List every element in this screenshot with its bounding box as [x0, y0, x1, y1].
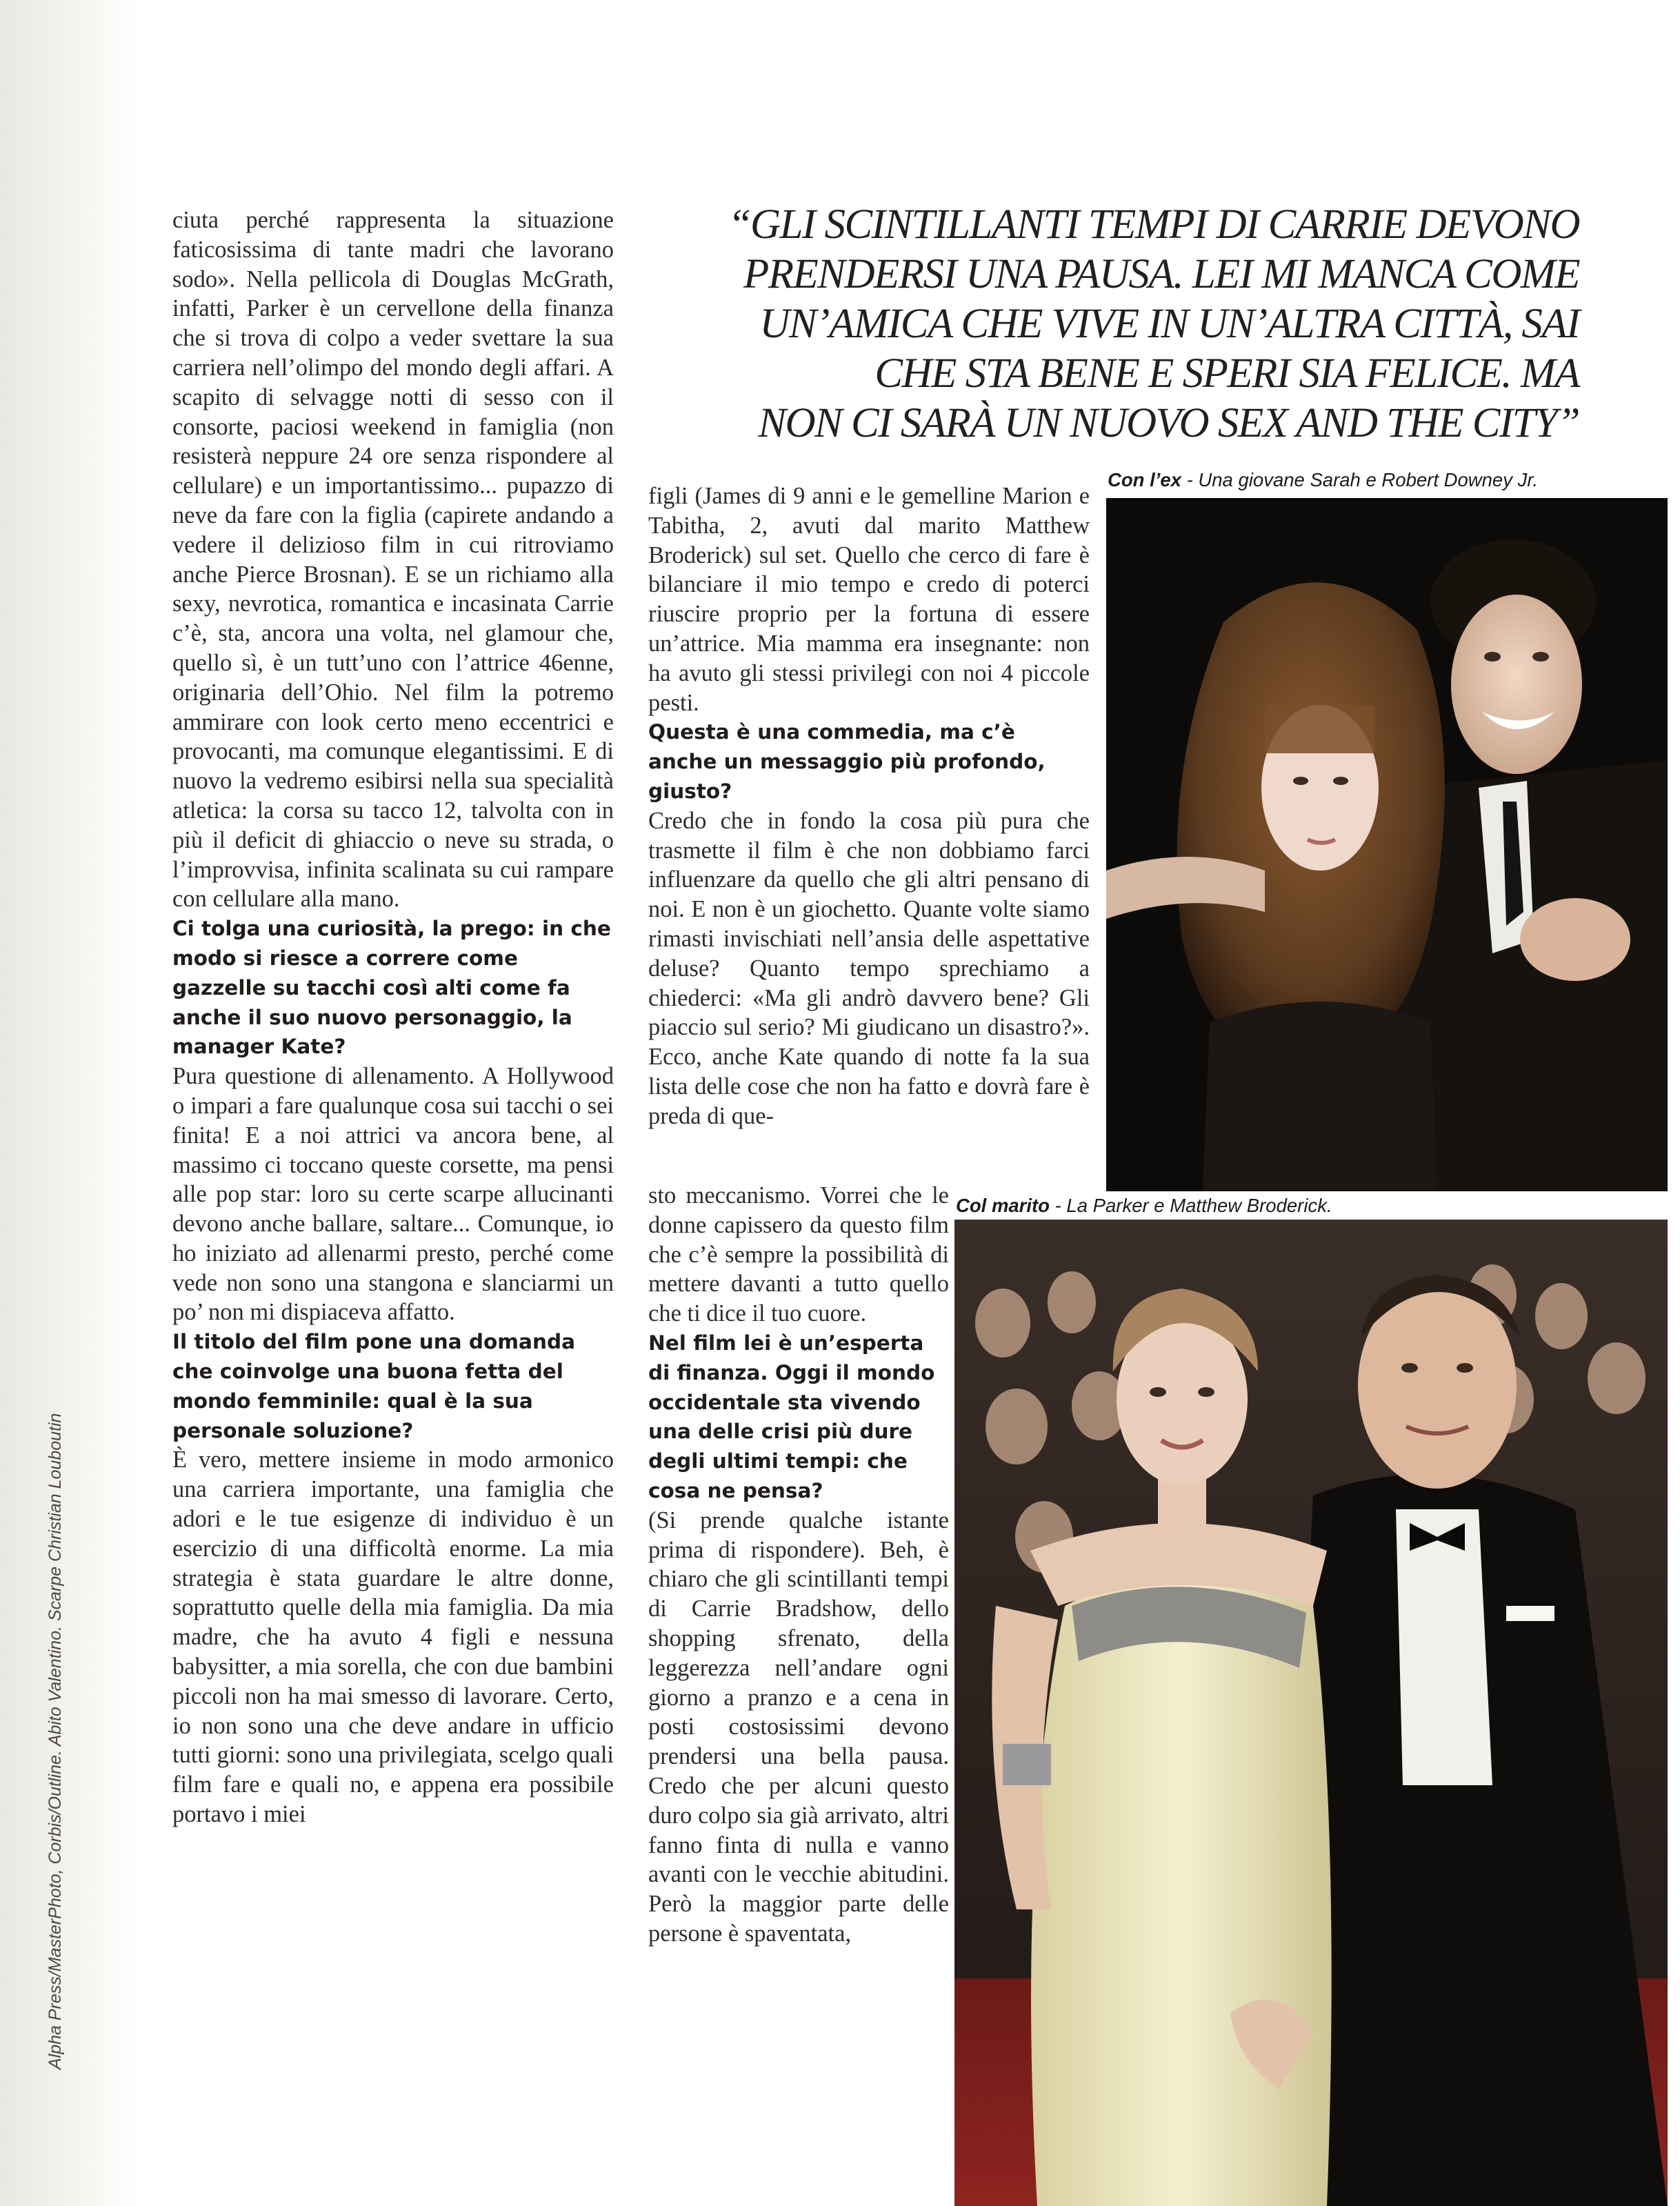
- photo-caption: [1108, 468, 1538, 493]
- pull-quote-line: NON CI SARÀ UN NUOVO SEX AND THE CITY”: [758, 400, 1579, 446]
- body-paragraph: Pura questione di allenamento. A Hollywood o impari a fare qualunque cosa sui tacchi o sei finita! E a noi attrici va ancora bene, al massimo ci toccano queste corsette, ma pensi alle pop star: loro su certe scarpe allucinanti devono anche ballare, saltare... Comunque, io ho iniziato ad allenarmi presto, perché come vede non sono una stangona e slanciarmi un po’ non mi dispiaceva affatto.: [172, 1063, 614, 1326]
- caption-text: - La Parker e Matthew Broderick.: [1049, 1195, 1332, 1216]
- photo-parker-and-broderick: [954, 1220, 1668, 2206]
- pull-quote: [662, 200, 1579, 448]
- body-paragraph: È vero, mettere insieme in modo armonico una carriera importante, una famiglia che adori e le tue esigenze di individuo è un esercizio di una difficoltà enorme. La mia strategia è stata guardare le altre donne, soprattutto quelle della mia famiglia. Da mia madre, che ha avuto 4 figli e nessuna babysitter, a mia sorella, che con due bambini piccoli non ha mai smesso di lavorare. Certo, io non sono una che deve andare in ufficio tutti giorni: sono una privilegiata, scelgo quali film fare e quali no, e appena era possibile portavo i miei: [172, 1447, 614, 1828]
- article-column-2: [648, 481, 1090, 1131]
- interview-question: Nel film lei è un’esperta di finanza. Oggi il mondo occidentale sta vivendo una delle crisi più dure degli ultimi tempi: che cosa ne pensa?: [648, 1331, 935, 1502]
- body-paragraph: ciuta perché rappresenta la situazione faticosissima di tante madri che lavorano sodo». Nella pellicola di Douglas McGrath, infatti, Parker è un cervellone della finanza che si trova di colpo a veder svettare la sua carriera nell’olimpo del mondo degli affari. A scapito di selvagge notti di sesso con il consorte, paciosi weekend in famiglia (non resisterà neppure 24 ore senza rispondere al cellulare) e un importantissimo... pupazzo di neve da fare con la figlia (capirete andando a vedere il delizioso film in cui ritroviamo anche Pierce Brosnan). E se un richiamo alla sexy, nevrotica, romantica e incasinata Carrie c’è, sta, ancora una volta, nel glamour che, quello sì, è un tutt’uno con l’attrice 46enne, originaria dell’Ohio. Nel film la potremo ammirare con look certo meno eccentrici e provocanti, ma comunque elegantissimi. E di nuovo la vedremo esibirsi nella sua specialità atletica: la corsa su tacco 12, talvolta con in più il deficit di ghiaccio o neve su strada, o l’improvvisa, infinita scalinata su cui rampare con cellulare alla mano.: [172, 207, 614, 913]
- article-column-2-narrow: [648, 1181, 949, 1949]
- body-paragraph: figli (James di 9 anni e le gemelline Marion e Tabitha, 2, avuti dal marito Matthew Broderick) sul set. Quello che cerco di fare è bilanciare il mio tempo e credo di poterci riuscire proprio per la fortuna di essere un’attrice. Mia mamma era insegnante: non ha avuto gli stessi privilegi con noi 4 piccole pesti.: [648, 483, 1090, 716]
- photo-illustration: [954, 1220, 1668, 2206]
- photo-caption: [956, 1193, 1332, 1218]
- interview-question: Questa è una commedia, ma c’è anche un messaggio più profondo, giusto?: [648, 720, 1046, 803]
- pull-quote-line: CHE STA BENE E SPERI SIA FELICE. MA: [874, 350, 1579, 397]
- interview-question: Ci tolga una curiosità, la prego: in che modo si riesce a correre come gazzelle su tacchi così alti come fa anche il suo nuovo personaggio, la manager Kate?: [172, 917, 611, 1059]
- caption-label: Col marito: [956, 1195, 1050, 1216]
- caption-label: Con l’ex: [1108, 469, 1181, 490]
- body-paragraph: (Si prende qualche istante prima di rispondere). Beh, è chiaro che gli scintillanti tempi di Carrie Bradshow, dello shopping sfrenato, della leggerezza nell’andare ogni giorno a pranzo e a cena in posti costosissimi devono prendersi una bella pausa. Credo che per alcuni questo duro colpo sia già arrivato, altri fanno finta di nulla e vanno avanti con le vecchie abitudini. Però la maggior parte delle persone è spaventata,: [648, 1507, 949, 1947]
- page-gutter: [0, 0, 138, 2206]
- body-paragraph: Credo che in fondo la cosa più pura che trasmette il film è che non dobbiamo farci influenzare da quello che gli altri pensano di noi. E non è un giochetto. Quante volte siamo rimasti invischiati nell’ansia delle aspettative deluse? Quanto tempo sprechiamo a chiederci: «Ma gli andrò davvero bene? Gli piaccio sul serio? Mi giudicano un disastro?». Ecco, anche Kate quando di notte fa la sua lista delle cose che non ha fatto e dovrà fare è preda di que-: [648, 807, 1090, 1129]
- caption-text: - Una giovane Sarah e Robert Downey Jr.: [1181, 469, 1539, 490]
- photo-illustration: [1106, 498, 1668, 1191]
- interview-question: Il titolo del film pone una domanda che coinvolge una buona fetta del mondo femminile: qual è la sua personale soluzione?: [172, 1330, 575, 1442]
- body-paragraph: sto meccanismo. Vorrei che le donne capissero da questo film che c’è sempre la possibilità di mettere davanti a tutto quello che ti dice il tuo cuore.: [648, 1182, 949, 1327]
- pull-quote-line: PRENDERSI UNA PAUSA. LEI MI MANCA COME: [743, 251, 1579, 297]
- pull-quote-line: “GLI SCINTILLANTI TEMPI DI CARRIE DEVONO: [728, 201, 1579, 248]
- photo-credit: Alpha Press/MasterPhoto, Corbis/Outline. Abito Valentino. Scarpe Christian Louboutin: [46, 1413, 65, 2069]
- photo-sarah-and-downey: [1106, 498, 1668, 1191]
- pull-quote-line: UN’AMICA CHE VIVE IN UN’ALTRA CITTÀ, SAI: [759, 301, 1579, 347]
- article-column-1: [172, 206, 614, 1829]
